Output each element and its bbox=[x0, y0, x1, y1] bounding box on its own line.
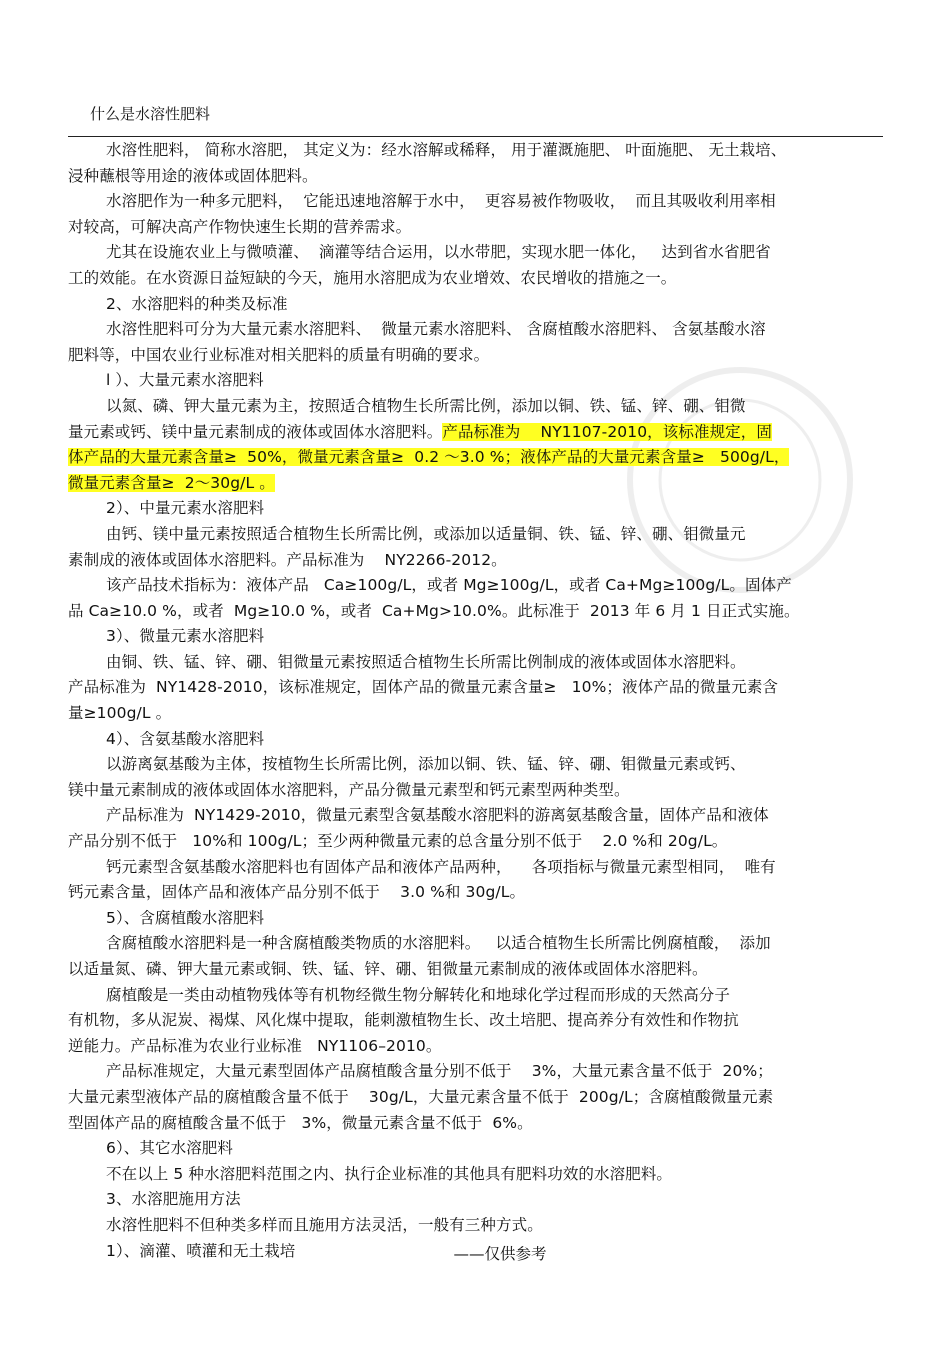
line-text: 2、水溶肥料的种类及标准 bbox=[106, 294, 288, 313]
text-line bbox=[68, 368, 883, 394]
line-text: 2）、中量元素水溶肥料 bbox=[106, 499, 265, 518]
text-line bbox=[68, 496, 883, 522]
line-text: 尤其在设施农业上与微喷灌、 滴灌等结合运用，以水带肥，实现水肥一体化， 达到省水省肥省 bbox=[106, 243, 771, 262]
text-line bbox=[68, 701, 883, 727]
line-text: 含腐植酸水溶肥料是一种含腐植酸类物质的水溶肥料。 以适合植物生长所需比例腐植酸， 添加 bbox=[106, 934, 771, 953]
text-line bbox=[68, 1111, 883, 1137]
text-line bbox=[68, 394, 883, 420]
text-line bbox=[68, 548, 883, 574]
title-divider bbox=[68, 136, 883, 137]
line-text: 大量元素型液体产品的腐植酸含量不低于 30g/L，大量元素含量不低于 200g/L；含腐植酸微量元素 bbox=[68, 1087, 774, 1106]
text-line bbox=[68, 522, 883, 548]
text-line bbox=[68, 880, 883, 906]
line-text: 产品分别不低于 10%和 100g/L；至少两种微量元素的总含量分别不低于 2.0 %和 20g/L。 bbox=[68, 832, 728, 851]
text-line bbox=[68, 624, 883, 650]
line-text: 产品标准规定，大量元素型固体产品腐植酸含量分别不低于 3%，大量元素含量不低于 20%； bbox=[106, 1062, 773, 1081]
line-text: 以游离氨基酸为主体，按植物生长所需比例，添加以铜、铁、锰、锌、硼、钼微量元素或钙、 bbox=[106, 755, 746, 774]
line-text: 产品标准为 NY1428-2010，该标准规定，固体产品的微量元素含量≥ 10%；液体产品的微量元素含 bbox=[68, 678, 779, 697]
line-text: 品 Ca≥10.0 %，或者 Mg≥10.0 %，或者 Ca+Mg>10.0%。此标准于 2013 年 6 月 1 日正式实施。 bbox=[68, 601, 800, 620]
line-text: 量≥100g/L 。 bbox=[68, 704, 172, 723]
text-line bbox=[68, 599, 883, 625]
text-line bbox=[68, 164, 883, 190]
line-text: 浸种蘸根等用途的液体或固体肥料。 bbox=[68, 166, 318, 185]
line-text: 6）、其它水溶肥料 bbox=[106, 1139, 234, 1158]
line-text: 3、水溶肥施用方法 bbox=[106, 1190, 241, 1209]
text-line bbox=[68, 240, 883, 266]
line-text: 钙元素含量，固体产品和液体产品分别不低于 3.0 %和 30g/L。 bbox=[68, 883, 526, 902]
text-line bbox=[68, 983, 883, 1009]
line-text: 不在以上 5 种水溶肥料范围之内、执行企业标准的其他具有肥料功效的水溶肥料。 bbox=[106, 1164, 673, 1183]
text-line bbox=[68, 445, 883, 471]
document-title: 什么是水溶性肥料 bbox=[90, 105, 211, 123]
text-line bbox=[68, 420, 883, 446]
line-text: 肥料等，中国农业行业标准对相关肥料的质量有明确的要求。 bbox=[68, 345, 490, 364]
text-line bbox=[68, 317, 883, 343]
highlighted-text: 产品标准为 NY1107-2010，该标准规定，固 bbox=[442, 422, 772, 441]
text-line bbox=[68, 1162, 883, 1188]
text-line bbox=[68, 1187, 883, 1213]
line-text: l ）、大量元素水溶肥料 bbox=[106, 371, 264, 390]
line-text: 5）、含腐植酸水溶肥料 bbox=[106, 908, 265, 927]
text-line bbox=[68, 855, 883, 881]
text-line bbox=[68, 266, 883, 292]
text-line bbox=[68, 471, 883, 497]
line-text: 钙元素型含氨基酸水溶肥料也有固体产品和液体产品两种， 各项指标与微量元素型相同， 唯有 bbox=[106, 857, 776, 876]
highlighted-text: 微量元素含量≥ 2～30g/L 。 bbox=[68, 473, 275, 492]
line-text: 工的效能。在水资源日益短缺的今天，施用水溶肥成为农业增效、农民增收的措施之一。 bbox=[68, 268, 677, 287]
text-line bbox=[68, 1059, 883, 1085]
line-text: 以适量氮、磷、钾大量元素或铜、铁、锰、锌、硼、钼微量元素制成的液体或固体水溶肥料。 bbox=[68, 960, 708, 978]
text-line bbox=[68, 573, 883, 599]
text-line bbox=[68, 650, 883, 676]
text-line bbox=[68, 1213, 883, 1239]
line-text: 4）、含氨基酸水溶肥料 bbox=[106, 729, 265, 748]
highlighted-text: 体产品的大量元素含量≥ 50%，微量元素含量≥ 0.2 ～3.0 %；液体产品的大量元素含量≥ 500g/L， bbox=[68, 448, 790, 467]
line-text: 型固体产品的腐植酸含量不低于 3%，微量元素含量不低于 6%。 bbox=[68, 1113, 533, 1132]
line-text: 水溶肥作为一种多元肥料， 它能迅速地溶解于水中， 更容易被作物吸收， 而且其吸收利用率相 bbox=[106, 192, 776, 211]
text-line bbox=[68, 752, 883, 778]
text-line bbox=[68, 1034, 883, 1060]
line-text: 逆能力。产品标准为农业行业标准 NY1106–2010。 bbox=[68, 1036, 442, 1055]
text-line bbox=[68, 803, 883, 829]
line-text: 以氮、磷、钾大量元素为主，按照适合植物生长所需比例，添加以铜、铁、锰、锌、硼、钼微 bbox=[106, 396, 746, 415]
line-text: 3）、微量元素水溶肥料 bbox=[106, 627, 265, 646]
text-line bbox=[68, 906, 883, 932]
text-line bbox=[68, 1008, 883, 1034]
line-text: 该产品技术指标为：液体产品 Ca≥100g/L，或者 Mg≥100g/L，或者 Ca+Mg≥100g/L。固体产 bbox=[106, 576, 792, 595]
text-line bbox=[68, 138, 883, 164]
text-line bbox=[68, 675, 883, 701]
line-text: 镁中量元素制成的液体或固体水溶肥料，产品分微量元素型和钙元素型两种类型。 bbox=[68, 780, 630, 799]
line-text: 由铜、铁、锰、锌、硼、钼微量元素按照适合植物生长所需比例制成的液体或固体水溶肥料。 bbox=[106, 652, 746, 671]
line-text: 水溶性肥料不但种类多样而且施用方法灵活，一般有三种方式。 bbox=[106, 1215, 543, 1234]
text-line bbox=[68, 189, 883, 215]
text-line bbox=[68, 778, 883, 804]
text-line bbox=[68, 829, 883, 855]
text-line bbox=[68, 727, 883, 753]
line-text: 素制成的液体或固体水溶肥料。产品标准为 NY2266-2012。 bbox=[68, 550, 507, 569]
line-text: 1）、滴灌、喷灌和无土栽培 bbox=[106, 1241, 296, 1260]
line-text: 水溶性肥料可分为大量元素水溶肥料、 微量元素水溶肥料、 含腐植酸水溶肥料、 含氨基酸水溶 bbox=[106, 320, 766, 339]
text-line bbox=[68, 1136, 883, 1162]
text-line bbox=[68, 957, 883, 983]
document-body bbox=[68, 138, 883, 1264]
line-text: 有机物，多从泥炭、褐煤、风化煤中提取，能刺激植物生长、改土培肥、提高养分有效性和作物抗 bbox=[68, 1011, 739, 1030]
line-text: 水溶性肥料， 简称水溶肥， 其定义为：经水溶解或稀释， 用于灌溉施肥、 叶面施肥、 无土栽培、 bbox=[106, 141, 787, 159]
text-line bbox=[68, 215, 883, 241]
line-text: 由钙、镁中量元素按照适合植物生长所需比例，或添加以适量铜、铁、锰、锌、硼、钼微量元 bbox=[106, 524, 746, 543]
line-text: 量元素或钙、镁中量元素制成的液体或固体水溶肥料。 bbox=[68, 422, 443, 441]
text-line bbox=[68, 931, 883, 957]
line-text: 腐植酸是一类由动植物残体等有机物经微生物分解转化和地球化学过程而形成的天然高分子 bbox=[106, 985, 731, 1004]
line-text: 产品标准为 NY1429-2010，微量元素型含氨基酸水溶肥料的游离氨基酸含量，固体产品和液体 bbox=[106, 806, 769, 825]
footer-note: ——仅供参考 bbox=[453, 1245, 547, 1263]
line-text: 对较高，可解决高产作物快速生长期的营养需求。 bbox=[68, 217, 412, 236]
text-line bbox=[68, 1085, 883, 1111]
text-line bbox=[68, 343, 883, 369]
text-line bbox=[68, 292, 883, 318]
